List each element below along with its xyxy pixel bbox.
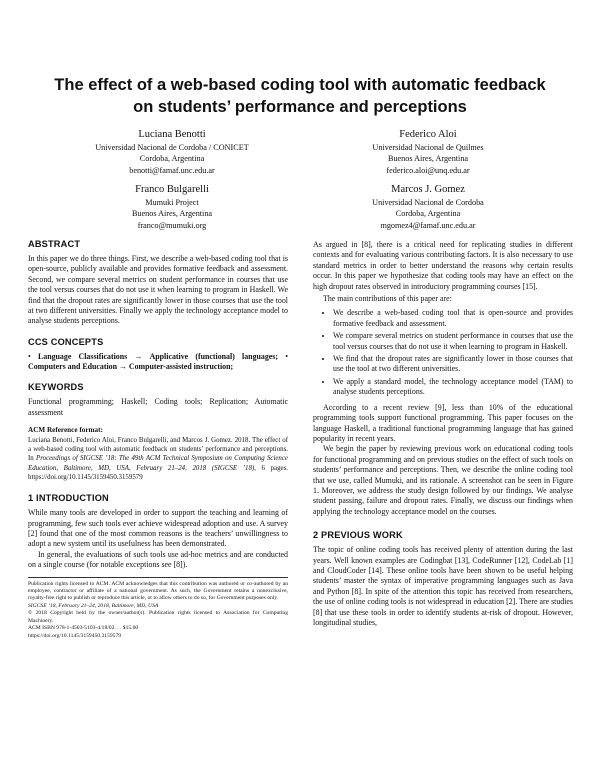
contributions-list	[313, 308, 573, 397]
ccs-term: Computers and Education	[28, 362, 118, 372]
footnote-divider	[28, 577, 288, 578]
body-paragraph: We begin the paper by reviewing previous work on educational coding tools for functional programming and on previous studies on the effect of such tools on students’ performance and perceptions. Then, we describe the online coding tool that we use, called Mumuki, and its rationale. A screenshot can be seen in Figure 1. Moreover, we address the study design followed by our findings. We analyse student passing, failure and dropout rates. Finally, we discuss our findings when applying the technology acceptance model on the courses.	[313, 444, 573, 516]
paper-title	[40, 74, 560, 118]
author-location: Cordoba, Argentina	[395, 209, 461, 219]
footnote-block	[28, 581, 288, 640]
footnote-isbn: ACM ISBN 978-1-4503-5103-4/18/02. . . $15.00	[28, 625, 139, 632]
ccs-term: Language Classifications	[38, 351, 128, 361]
reference-proceedings: Proceedings of SIGCSE ’18: The 49th ACM Technical Symposium on Computing Science Education, Baltimore, MD, USA, February 21–24, 2018 (SIGCSE ’18),	[28, 455, 288, 472]
footnote-rights: Publication rights licensed to ACM. ACM acknowledges that this contribution was authored or co-authored by an employee, contractor or affiliate of a national government. As such, the Government retains a nonexclusive, royalty-free right to publish or reproduce this article, or to allow others to do so, for Government purposes only.	[28, 580, 288, 602]
author-name: Marcos J. Gomez	[391, 184, 465, 195]
list-item: • We compare several metrics on student performance in courses that use the tool versus courses that do not use it when learning to program in Haskell.	[333, 331, 573, 352]
ccs-bullet: •	[28, 351, 31, 361]
author-email: franco@mumuki.org	[137, 220, 207, 230]
list-item: • We describe a web-based coding tool that is open-source and provides formative feedback and assessment.	[333, 308, 573, 329]
author-email: benotti@famaf.unc.edu.ar	[129, 165, 215, 175]
ccs-term: Computer-assisted instruction;	[128, 362, 234, 372]
author-block	[42, 128, 302, 176]
reference-plain: Luciana Benotti, Federico Aloi, Franco Bulgarelli, and Marcos J. Gomez. 2018. The effect of a web-based coding tool with automatic feedback on students’ performance and perceptions. In	[28, 436, 288, 463]
reference-text	[28, 436, 288, 482]
ccs-concepts	[28, 352, 288, 373]
author-location: Cordoba, Argentina	[139, 154, 205, 164]
ccs-arrow: →	[134, 351, 143, 361]
body-paragraph: The topic of online coding tools has received plenty of attention during the last years. Well known examples are Codingbat [13], CodeRunner [12], CodeLab [1] and CloudCoder [14]. These online tools have been shown to be useful helping students’ master the syntax of imperative programming languages such as Java and Python [8]. In spite of the attention this topic has received from researchers, the use of online coding tools is not widespread in education [2]. There are studies [8] that use these tools in order to identify students at-risk of dropout. However, longitudinal studies,	[313, 545, 573, 627]
previous-work-heading: 2 PREVIOUS WORK	[313, 530, 403, 541]
author-block	[298, 183, 558, 231]
body-paragraph: As argued in [8], there is a critical need for replicating studies in different contexts and for evaluating various contributing factors. It is also necessary to use standard metrics in order to better understand the reasons why certain results occur. In this paper we hypothesize that coding tools may have an effect on the high dropout rates observed in introductory programming courses [15].	[313, 240, 573, 291]
abstract-heading: ABSTRACT	[28, 239, 81, 249]
abstract-text: In this paper we do three things. First, we describe a web-based coding tool that is open-source, publicly available and provides formative feedback and assessment. Second, we compare several metrics on student performance in courses that use the tool versus courses that do not use it when learning to program in Haskell. We find that the dropout rates are significantly lower in those courses that use the tool at two different universities. Finally we apply the technology acceptance model to analyse students perceptions.	[28, 254, 288, 326]
author-affiliation: Universidad Nacional de Cordoba	[372, 198, 484, 207]
title-line-1: The effect of a web-based coding tool with automatic feedback	[54, 76, 546, 94]
left-column	[28, 238, 288, 640]
author-affiliation: Mumuki Project	[145, 198, 199, 207]
introduction-heading: 1 INTRODUCTION	[28, 493, 109, 504]
introduction-paragraph: While many tools are developed in order to support the teaching and learning of programming, few such tools ever achieve widespread adoption and use. A survey [2] found that one of the most common reasons is the teachers’ unwillingness to adopt a new system until its usefulness has been demonstrated.	[28, 508, 288, 549]
list-item: • We apply a standard model, the technology acceptance model (TAM) to analyse students perceptions.	[333, 377, 573, 398]
reference-doi[interactable]: https://doi.org/10.1145/3159450.3159579	[28, 473, 143, 481]
introduction-paragraph: In general, the evaluations of such tools use ad-hoc metrics and are conducted on a single course (for notable exceptions see [8]).	[28, 549, 288, 570]
author-block	[298, 128, 558, 176]
ccs-bullet: •	[285, 351, 288, 361]
author-block	[42, 183, 302, 231]
body-paragraph: According to a recent review [9], less than 10% of the educational programming tools support functional programming. This paper focuses on the language Haskell, a traditional functional programming language that has gained popularity in recent years.	[313, 402, 573, 443]
author-affiliation: Universidad Nacional de Cordoba / CONICET	[95, 143, 249, 152]
author-affiliation: Universidad Nacional de Quilmes	[372, 143, 484, 152]
reference-tail: 6 pages.	[261, 464, 288, 472]
author-name: Federico Aloi	[399, 129, 457, 140]
title-line-2: on students’ performance and perceptions	[133, 98, 467, 116]
ccs-heading: CCS CONCEPTS	[28, 336, 104, 347]
reference-heading: ACM Reference format:	[28, 426, 103, 435]
footnote-copyright: © 2018 Copyright held by the owner/author(s). Publication rights licensed to Association for Computing Machinery.	[28, 610, 288, 624]
author-location: Buenos Aires, Argentina	[131, 209, 213, 219]
author-name: Franco Bulgarelli	[135, 184, 209, 195]
author-email: mgomez4@famaf.unc.edu.ar	[380, 220, 476, 230]
author-email: federico.aloi@unq.edu.ar	[386, 165, 470, 175]
right-column	[313, 240, 573, 628]
author-location: Buenos Aires, Argentina	[387, 154, 469, 164]
author-name: Luciana Benotti	[138, 129, 206, 140]
keywords-heading: KEYWORDS	[28, 382, 84, 393]
footnote-doi[interactable]: https://doi.org/10.1145/3159450.3159579	[28, 632, 122, 639]
list-item: • We find that the dropout rates are significantly lower in those courses that use the tool at two different universities.	[333, 354, 573, 375]
footnote-venue: SIGCSE ’18, February 21–24, 2018, Baltimore, MD, USA	[28, 602, 159, 609]
ccs-term: Applicative (functional) languages;	[149, 351, 278, 361]
ccs-arrow: →	[119, 362, 127, 372]
keywords-text: Functional programming; Haskell; Coding tools; Replication; Automatic assessment	[28, 397, 288, 417]
body-paragraph: The main contributions of this paper are:	[323, 294, 452, 304]
